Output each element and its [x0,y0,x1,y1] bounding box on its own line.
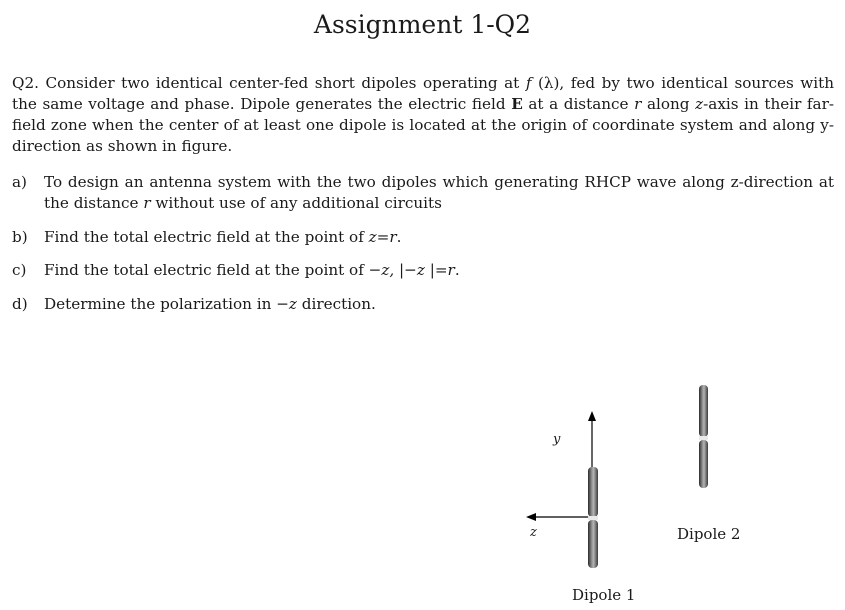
z-axis-label: z [530,525,537,540]
dipole-1 [588,467,598,568]
part-text: Find the total electric field at the point of −z, |−z |=r. [44,261,460,279]
part-label: d) [12,295,28,313]
z-axis-arrowhead [526,513,536,521]
page-title: Assignment 1-Q2 [313,10,532,39]
dipole-2 [699,385,708,488]
part-text: Determine the polarization in −z direction. [44,295,376,313]
part-text: Find the total electric field at the point of z=r. [44,228,402,246]
part-label: a) [12,173,27,191]
part-label: b) [12,228,28,246]
y-axis-arrowhead [588,411,596,421]
question-text: Q2. Consider two identical center-fed short dipoles operating at f (λ), fed by two identical sources with the same voltage and phase. Dipole generates the electric field E at a distance r along z-axis in their far-field zone when the center of at least one dipole is located at the origin of coordinate system and along y-direction as shown in figure. [12,74,834,155]
dipole-1-label: Dipole 1 [572,586,636,604]
y-axis-label: y [553,432,561,447]
part-text: To design an antenna system with the two dipoles which generating RHCP wave along z-direction at the distance r without use of any additional circuits [44,173,834,212]
dipole-2-label: Dipole 2 [677,525,741,543]
part-label: c) [12,261,27,279]
